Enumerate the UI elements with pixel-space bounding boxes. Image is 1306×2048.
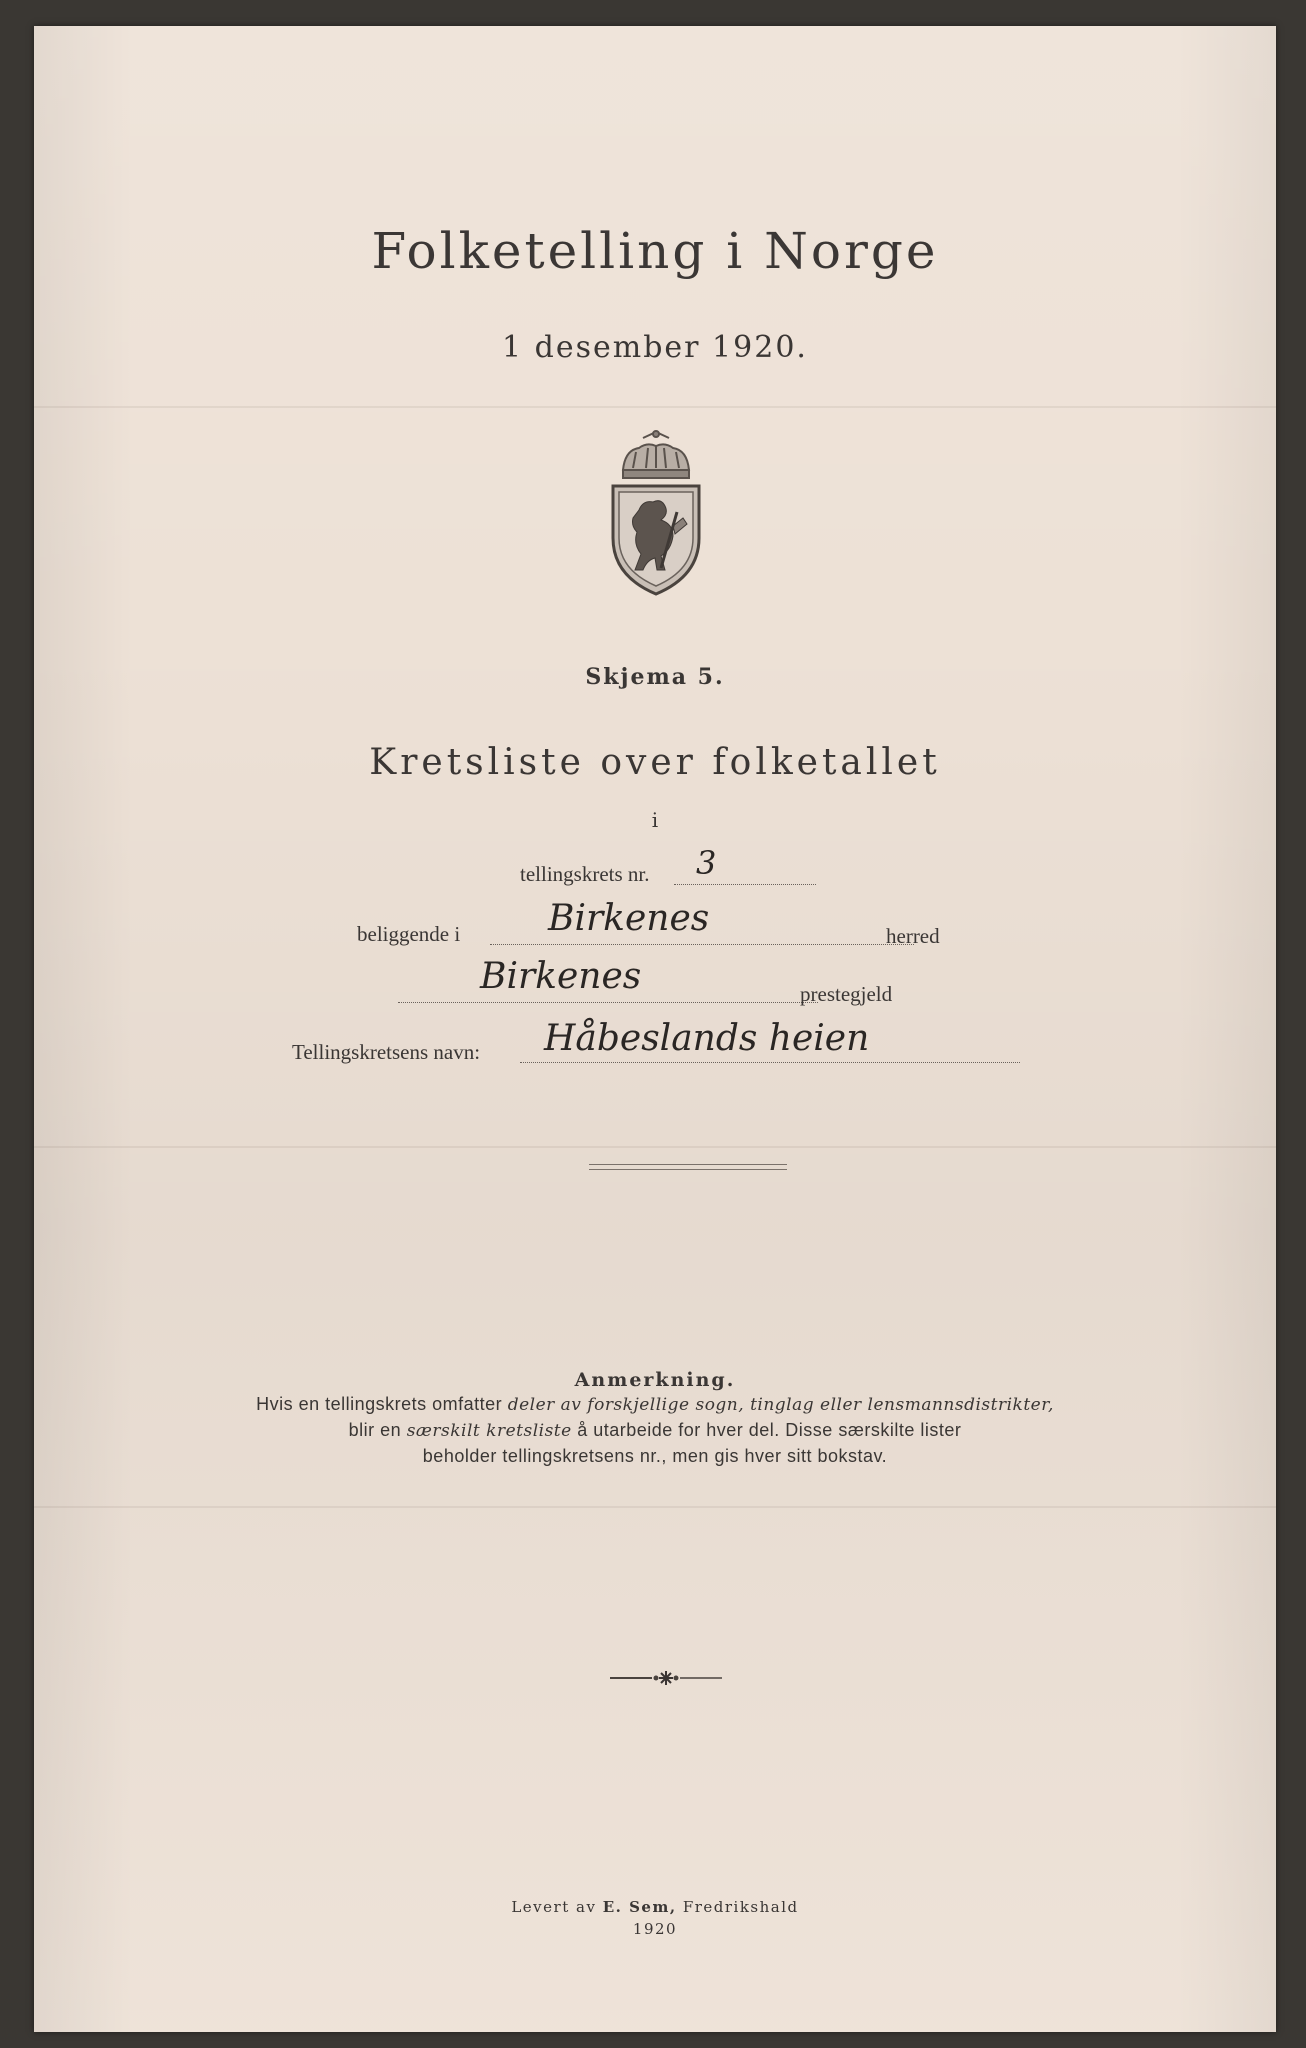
note-line-2-text-a: blir en: [348, 1420, 407, 1440]
printer-city: Fredrikshald: [676, 1898, 799, 1916]
printer-prefix: Levert av: [511, 1898, 603, 1916]
census-date: 1 desember 1920.: [502, 330, 808, 365]
paper-fold: [34, 1506, 1276, 1508]
note-line-1-text: Hvis en tellingskrets omfatter: [256, 1394, 508, 1414]
printer-credit: [34, 1898, 1276, 1916]
paper-fold: [34, 406, 1276, 408]
paper-fold: [34, 1146, 1276, 1148]
document-title: Folketelling i Norge: [371, 222, 939, 280]
herred-value: Birkenes: [548, 898, 710, 939]
prestegjeld-label: prestegjeld: [800, 982, 893, 1006]
note-title: Anmerkning.: [574, 1369, 736, 1391]
norwegian-coat-of-arms-icon: [603, 428, 709, 598]
print-year: 1920: [632, 1920, 678, 1938]
beliggende-label: beliggende i: [357, 922, 461, 946]
krets-name-value: Håbeslands heien: [544, 1018, 870, 1059]
krets-line: [674, 884, 816, 885]
prestegjeld-line: [398, 1002, 818, 1003]
note-line-2-text-c: å utarbeide for hver del. Disse særskilte lister: [571, 1420, 962, 1440]
printer-name: E. Sem,: [602, 1898, 677, 1916]
note-line-3: beholder tellingskretsens nr., men gis hver sitt bokstav.: [422, 1446, 888, 1466]
note-line-2-emphasis: særskilt kretsliste: [406, 1421, 572, 1441]
note-line-1-emphasis: deler av forskjellige sogn, tinglag eller lensmannsdistrikter,: [507, 1395, 1054, 1415]
prestegjeld-value: Birkenes: [480, 956, 642, 997]
divider-rule: [589, 1164, 787, 1170]
form-heading: Kretsliste over folketallet: [369, 742, 941, 783]
krets-name-label: Tellingskretsens navn:: [292, 1040, 481, 1064]
census-form-page: [34, 26, 1276, 2032]
note-line-1: [34, 1394, 1276, 1415]
schema-number: Skjema 5.: [585, 664, 725, 690]
star-ornament-icon: [608, 1666, 724, 1690]
herred-label: herred: [886, 924, 940, 948]
note-line-2: [34, 1420, 1276, 1441]
krets-label: tellingskrets nr.: [520, 862, 650, 886]
krets-value: 3: [696, 844, 717, 882]
krets-name-line: [520, 1062, 1020, 1063]
preposition-text: i: [651, 808, 659, 832]
beliggende-line: [490, 944, 914, 945]
